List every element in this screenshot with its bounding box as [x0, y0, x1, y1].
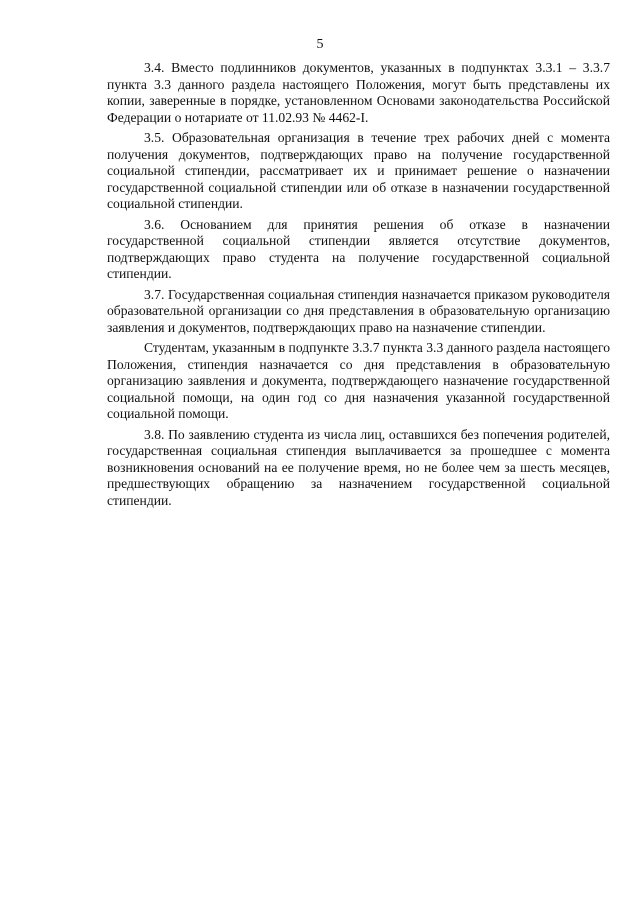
paragraph-3-5: 3.5. Образовательная организация в течение трех рабочих дней с момента получения документов, подтверждающих право на получение государственной социальной стипендии, рассматривает их и принимает решение о назначении государственной социальной стипендии или об отказе в назначении государственной социальной стипендии.: [107, 130, 610, 211]
paragraph-3-8: 3.8. По заявлению студента из числа лиц, оставшихся без попечения родителей, государственная социальная стипендия выплачивается за прошедшее с момента возникновения оснований на ее получение время, но не более чем за шесть месяцев, предшествующих обращению за назначением государственной социальной стипендии.: [107, 426, 610, 508]
paragraph-3-7-students: Студентам, указанным в подпункте 3.3.7 пункта 3.3 данного раздела настоящего Положения, стипендия назначается со дня представления в образовательную организацию заявления и документа, подтверждающего назначение государственной социальной помощи, на один год со дня назначения указанной государственной социальной помощи.: [107, 340, 610, 421]
paragraph-3-7: 3.7. Государственная социальная стипендия назначается приказом руководителя образовательной организации со дня представления в образовательную организацию заявления и документов, подтверждающих право на назначение стипендии.: [107, 286, 610, 335]
paragraph-3-6: 3.6. Основанием для принятия решения об отказе в назначении государственной социальной стипендии является отсутствие документов, подтверждающих право студента на получение государственной социальной стипендии.: [107, 216, 610, 281]
page-number: 5: [316, 37, 324, 52]
document-body: [107, 60, 610, 513]
paragraph-3-4: 3.4. Вместо подлинников документов, указанных в подпунктах 3.3.1 – 3.3.7 пункта 3.3 данного раздела настоящего Положения, могут быть представлены их копии, заверенные в порядке, установленном Основами законодательства Российской Федерации о нотариате от 11.02.93 № 4462-I.: [107, 60, 610, 125]
